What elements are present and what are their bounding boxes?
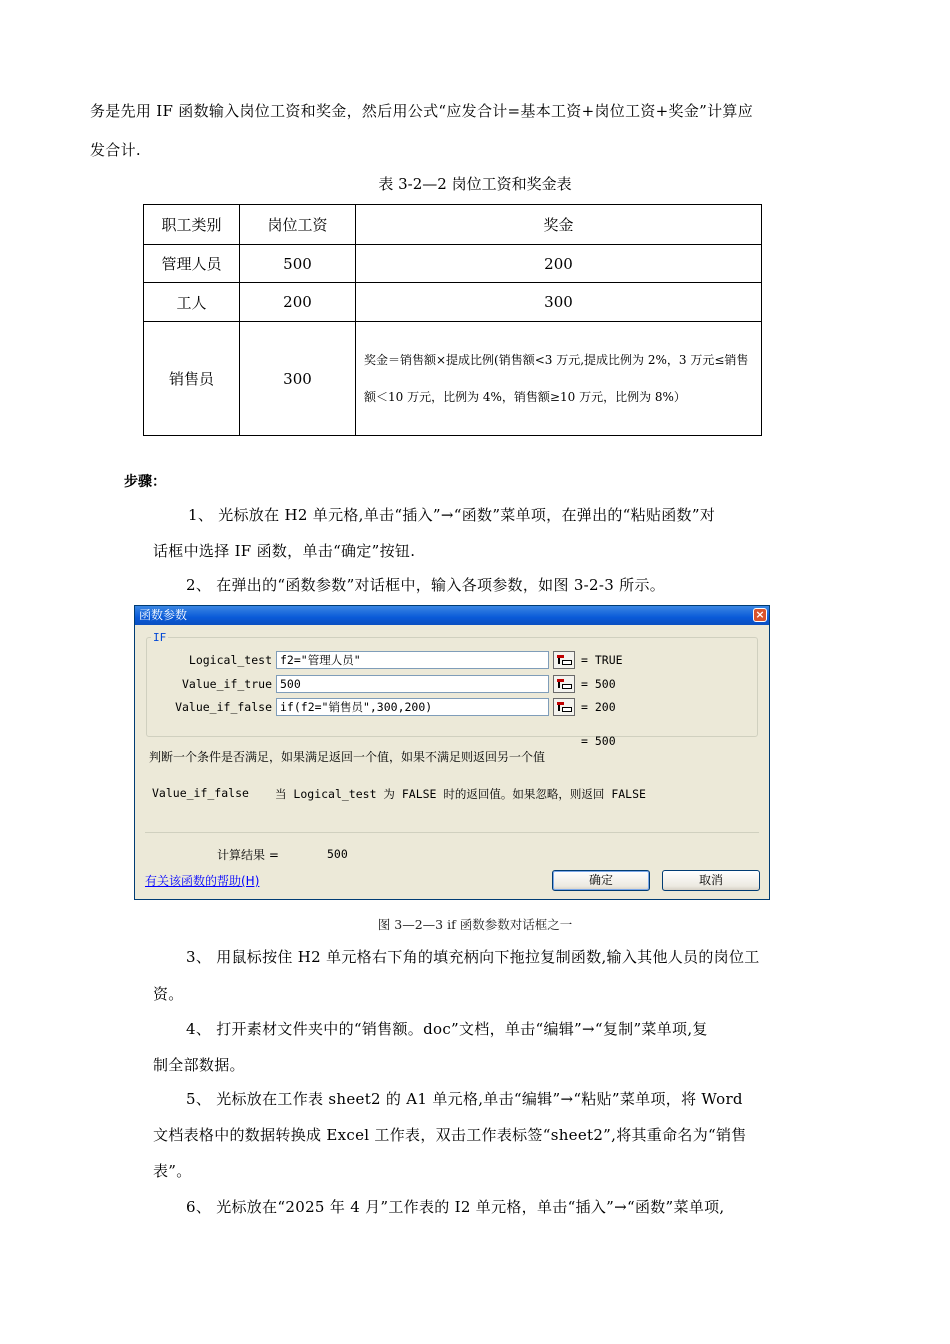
- intro-line-1: 务是先用 IF 函数输入岗位工资和奖金，然后用公式“应发合计=基本工资+岗位工资+奖金”计算应: [90, 102, 754, 120]
- cell-bonus-note: 奖金＝销售额×提成比例(销售额<3 万元,提成比例为 2%，3 万元≤销售额＜10 万元，比例为 4%，销售额≥10 万元，比例为 8%）: [356, 322, 762, 436]
- step-4-line-2: 制全部数据。: [153, 1056, 245, 1074]
- header-bonus: 奖金: [356, 205, 762, 245]
- table-row: [144, 283, 762, 322]
- salary-table: [143, 204, 762, 436]
- step-5-line-3: 表”。: [153, 1162, 192, 1180]
- header-wage: 岗位工资: [240, 205, 356, 245]
- dialog-title: 函数参数: [139, 608, 188, 622]
- collapse-dialog-icon[interactable]: [553, 698, 575, 716]
- calc-result-label: 计算结果 =: [217, 848, 279, 862]
- function-help-link[interactable]: 有关该函数的帮助(H): [145, 874, 260, 888]
- cell-bonus: 200: [356, 245, 762, 283]
- argument-help-text: 当 Logical_test 为 FALSE 时的返回值。如果忽略，则返回 FALSE: [275, 787, 646, 801]
- table-header-row: [144, 205, 762, 245]
- logical-test-input[interactable]: f2="管理人员": [276, 651, 549, 669]
- cell-wage: 500: [240, 245, 356, 283]
- step-1-line-1: 1、 光标放在 H2 单元格,单击“插入”→“函数”菜单项，在弹出的“粘贴函数”对: [188, 506, 716, 524]
- value-if-true-result: = 500: [581, 677, 616, 691]
- value-if-true-input[interactable]: 500: [276, 675, 549, 693]
- function-description: 判断一个条件是否满足，如果满足返回一个值，如果不满足则返回另一个值: [149, 750, 546, 764]
- collapse-dialog-icon[interactable]: [553, 651, 575, 669]
- table-row: [144, 322, 762, 436]
- figure-caption: 图 3—2—3 if 函数参数对话框之一: [377, 917, 573, 932]
- argument-help-name: Value_if_false: [152, 786, 249, 800]
- value-if-true-label: Value_if_true: [181, 677, 272, 691]
- cell-type: 销售员: [144, 322, 240, 436]
- step-5-line-1: 5、 光标放在工作表 sheet2 的 A1 单元格,单击“编辑”→“粘贴”菜单项，将 Word: [186, 1090, 743, 1108]
- cell-wage: 200: [240, 283, 356, 322]
- logical-test-result: = TRUE: [581, 653, 623, 667]
- step-2-line-1: 2、 在弹出的“函数参数”对话框中，输入各项参数，如图 3-2-3 所示。: [186, 576, 666, 594]
- step-5-line-2: 文档表格中的数据转换成 Excel 工作表，双击工作表标签“sheet2”,将其重命名为“销售: [153, 1126, 747, 1144]
- step-4-line-1: 4、 打开素材文件夹中的“销售额。doc”文档，单击“编辑”→“复制”菜单项,复: [186, 1020, 708, 1038]
- formula-result-preview: = 500: [581, 734, 616, 748]
- intro-line-2: 发合计.: [90, 141, 141, 159]
- steps-heading: 步骤：: [124, 474, 166, 490]
- collapse-dialog-icon[interactable]: [553, 675, 575, 693]
- ok-button[interactable]: 确定: [552, 870, 650, 891]
- step-6-line-1: 6、 光标放在“2025 年 4 月”工作表的 I2 单元格，单击“插入”→“函数”菜单项,: [186, 1198, 725, 1216]
- close-icon[interactable]: ×: [753, 608, 767, 622]
- step-1-line-2: 话框中选择 IF 函数，单击“确定”按钮.: [153, 542, 416, 560]
- value-if-false-result: = 200: [581, 700, 616, 714]
- cell-type: 工人: [144, 283, 240, 322]
- table-row: [144, 245, 762, 283]
- value-if-false-label: Value_if_false: [175, 700, 272, 714]
- step-3-line-1: 3、 用鼠标按住 H2 单元格右下角的填充柄向下拖拉复制函数,输入其他人员的岗位工: [186, 948, 760, 966]
- cell-type: 管理人员: [144, 245, 240, 283]
- dialog-title-bar[interactable]: [135, 606, 769, 625]
- logical-test-label: Logical_test: [188, 653, 272, 667]
- header-category: 职工类别: [144, 205, 240, 245]
- table-caption: 表 3-2—2 岗位工资和奖金表: [378, 175, 572, 193]
- function-name-label: IF: [153, 631, 167, 644]
- function-arguments-dialog: [134, 605, 770, 900]
- step-3-line-2: 资。: [153, 985, 184, 1003]
- calc-result-value: 500: [327, 847, 348, 861]
- cell-bonus: 300: [356, 283, 762, 322]
- cell-wage: 300: [240, 322, 356, 436]
- value-if-false-input[interactable]: if(f2="销售员",300,200): [276, 698, 549, 716]
- dialog-divider: [145, 832, 759, 833]
- cancel-button[interactable]: 取消: [662, 870, 760, 891]
